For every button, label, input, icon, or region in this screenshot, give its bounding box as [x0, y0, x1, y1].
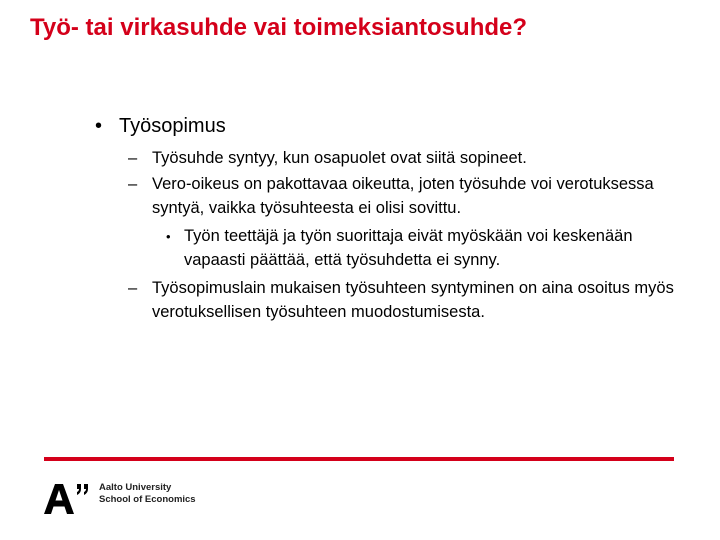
- bullet-text: Työsopimus: [119, 115, 226, 137]
- sub-sub-bullet-1: [166, 225, 686, 272]
- bullet-marker: •: [95, 115, 103, 137]
- university-name: [99, 482, 196, 506]
- sub-bullet-text: Työsuhde syntyy, kun osapuolet ovat siitä sopineet.: [152, 149, 527, 167]
- dash-marker: –: [128, 175, 138, 193]
- sub-bullet-1: [128, 147, 688, 171]
- bullet-marker: •: [166, 229, 171, 244]
- logo-line2: School of Economics: [99, 494, 196, 505]
- sub-bullet-text: Vero-oikeus on pakottavaa oikeutta, joten työsuhde voi verotuksessa syntyä, vaikka työsuhteesta ei olisi sovittu.: [152, 175, 654, 217]
- slide-title: Työ- tai virkasuhde vai toimeksiantosuhde?: [30, 14, 528, 41]
- sub-sub-bullet-text: Työn teettäjä ja työn suorittaja eivät myöskään voi keskenään vapaasti päättää, että työsuhdetta ei synny.: [184, 227, 633, 269]
- sub-bullet-2: [128, 173, 688, 220]
- dash-marker: –: [128, 149, 138, 167]
- dash-marker: –: [128, 279, 138, 297]
- footer-divider: [44, 457, 674, 461]
- sub-bullet-3: [128, 277, 688, 324]
- logo-line1: Aalto University: [99, 482, 172, 493]
- sub-bullet-text: Työsopimuslain mukaisen työsuhteen syntyminen on aina osoitus myös verotuksellisen työsuhteen muodostumisesta.: [152, 279, 674, 321]
